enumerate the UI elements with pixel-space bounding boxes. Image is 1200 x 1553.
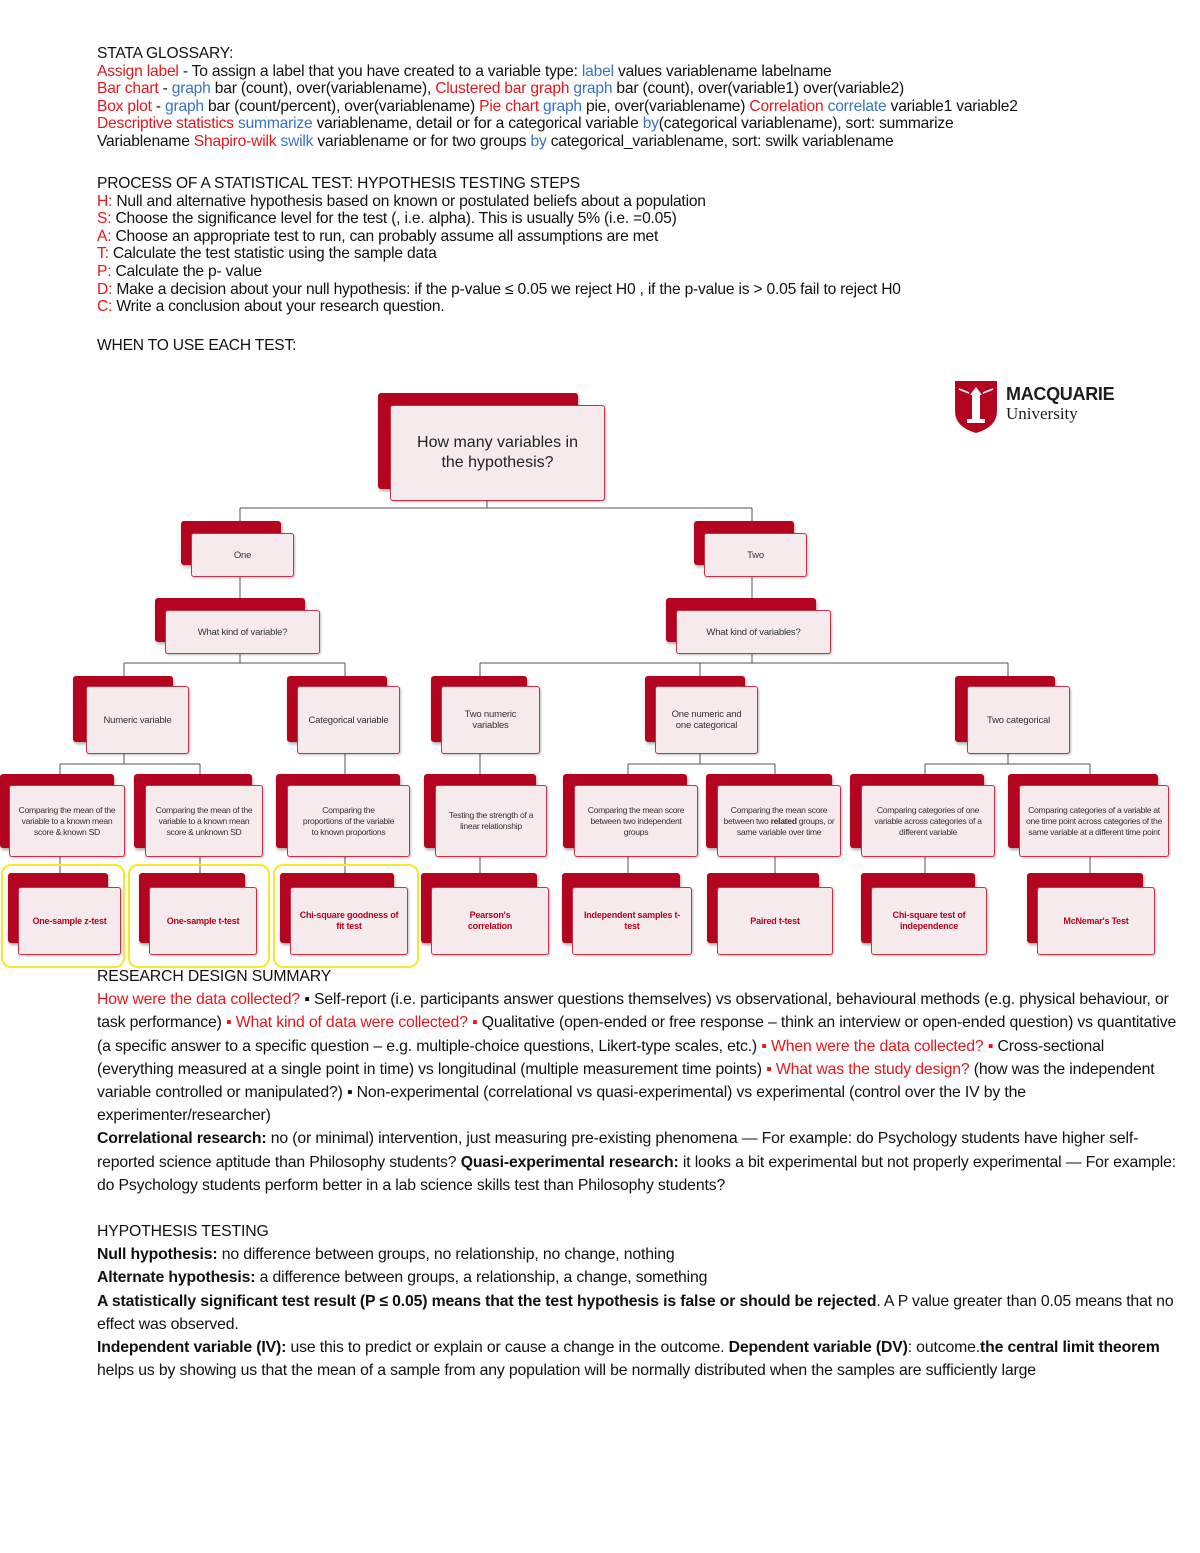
significance-note: A statistically significant test result (P ≤ 0.05) means that the test hypothesis is false or should be rejected. A P value greater than 0.05 means that no effect was observed. xyxy=(97,1292,1174,1333)
hypothesis-heading: HYPOTHESIS TESTING xyxy=(97,1223,269,1240)
when-heading: WHEN TO USE EACH TEST: xyxy=(97,337,297,354)
highlight-chi-gof xyxy=(273,864,419,968)
step-h: H: Null and alternative hypothesis based on known or postulated beliefs about a population xyxy=(97,192,706,210)
glossary-line-descriptive: Descriptive statistics summarize variablename, detail or for a categorical variable by(categorical variablename), sort: summarize xyxy=(97,115,954,133)
glossary-line-assign-label: Assign label - To assign a label that you have created to a variable type: label values variablename labelname xyxy=(97,62,832,80)
glossary-line-shapiro: Variablename Shapiro-wilk swilk variablename or for two groups by categorical_variablename, sort: swilk variablename xyxy=(97,132,894,150)
glossary-line-box-plot: Box plot - graph bar (count/percent), over(variablename) Pie chart graph pie, over(variablename) Correlation correlate variable1 variable2 xyxy=(97,97,1018,115)
step-s: S: Choose the significance level for the test (, i.e. alpha). This is usually 5% (i.e. =0.05) xyxy=(97,210,677,228)
step-d: D: Make a decision about your null hypothesis: if the p-value ≤ 0.05 we reject H0 , if the p-value is > 0.05 fail to reject H0 xyxy=(97,280,901,298)
logo-name: MACQUARIE xyxy=(1006,384,1115,404)
research-body: How were the data collected? ▪ Self-report (i.e. participants answer questions themselves) vs observational, behavioural methods (e.g. physical behaviour, or task performance) ▪ What kind of data were collected? ▪ Qualitative (open-ended or free response – think an interview or open-ended question) vs quantitative (a specific answer to a specific question – e.g. multiple-choice questions, Likert-type scales, etc.) ▪ When were the data collected? ▪ Cross-sectional (everything measured at a single point in time) vs longitudinal (multiple measurement time points) ▪ What was the study design? (how was the independent variable controlled or manipulated?) ▪ Non-experimental (correlational vs quasi-experimental) vs experimental (control over the IV by the experimenter/researcher) xyxy=(97,991,1177,1125)
step-c: C: Write a conclusion about your research question. xyxy=(97,298,445,316)
step-p: P: Calculate the p- value xyxy=(97,262,262,280)
step-a: A: Choose an appropriate test to run, can probably assume all assumptions are met xyxy=(97,227,659,245)
glossary-heading: STATA GLOSSARY: xyxy=(97,45,234,62)
step-t: T: Calculate the test statistic using the sample data xyxy=(97,245,437,263)
highlight-t-test xyxy=(128,864,270,968)
research-section xyxy=(97,965,1177,1197)
logo-sub: University xyxy=(1006,404,1078,423)
variables-note: Independent variable (IV): use this to predict or explain or cause a change in the outcome. Dependent variable (DV): outcome.the central limit theorem helps us by showing us that the mean of a sample from any population will be normally distributed when the samples are sufficiently large xyxy=(97,1339,1160,1380)
hypothesis-section xyxy=(97,1220,1177,1382)
alternate-hypothesis: Alternate hypothesis: a difference between groups, a relationship, a change, something xyxy=(97,1269,708,1287)
glossary-line-bar-chart: Bar chart - graph bar (count), over(variablename), Clustered bar graph graph bar (count), over(variable1) over(variable2) xyxy=(97,80,905,98)
research-types: Correlational research: no (or minimal) intervention, just measuring pre-existing phenomena — For example: do Psychology students have higher self-reported science aptitude than Philosophy students? Quasi-experimental research: it looks a bit experimental but not properly experimental — For example: do Psychology students perform better in a lab science skills test than Philosophy students? xyxy=(97,1130,1177,1194)
highlight-z-test xyxy=(1,864,125,968)
null-hypothesis: Null hypothesis: no difference between groups, no relationship, no change, nothing xyxy=(97,1246,675,1264)
process-heading: PROCESS OF A STATISTICAL TEST: HYPOTHESIS TESTING STEPS xyxy=(97,175,580,192)
research-heading: RESEARCH DESIGN SUMMARY xyxy=(97,968,332,985)
